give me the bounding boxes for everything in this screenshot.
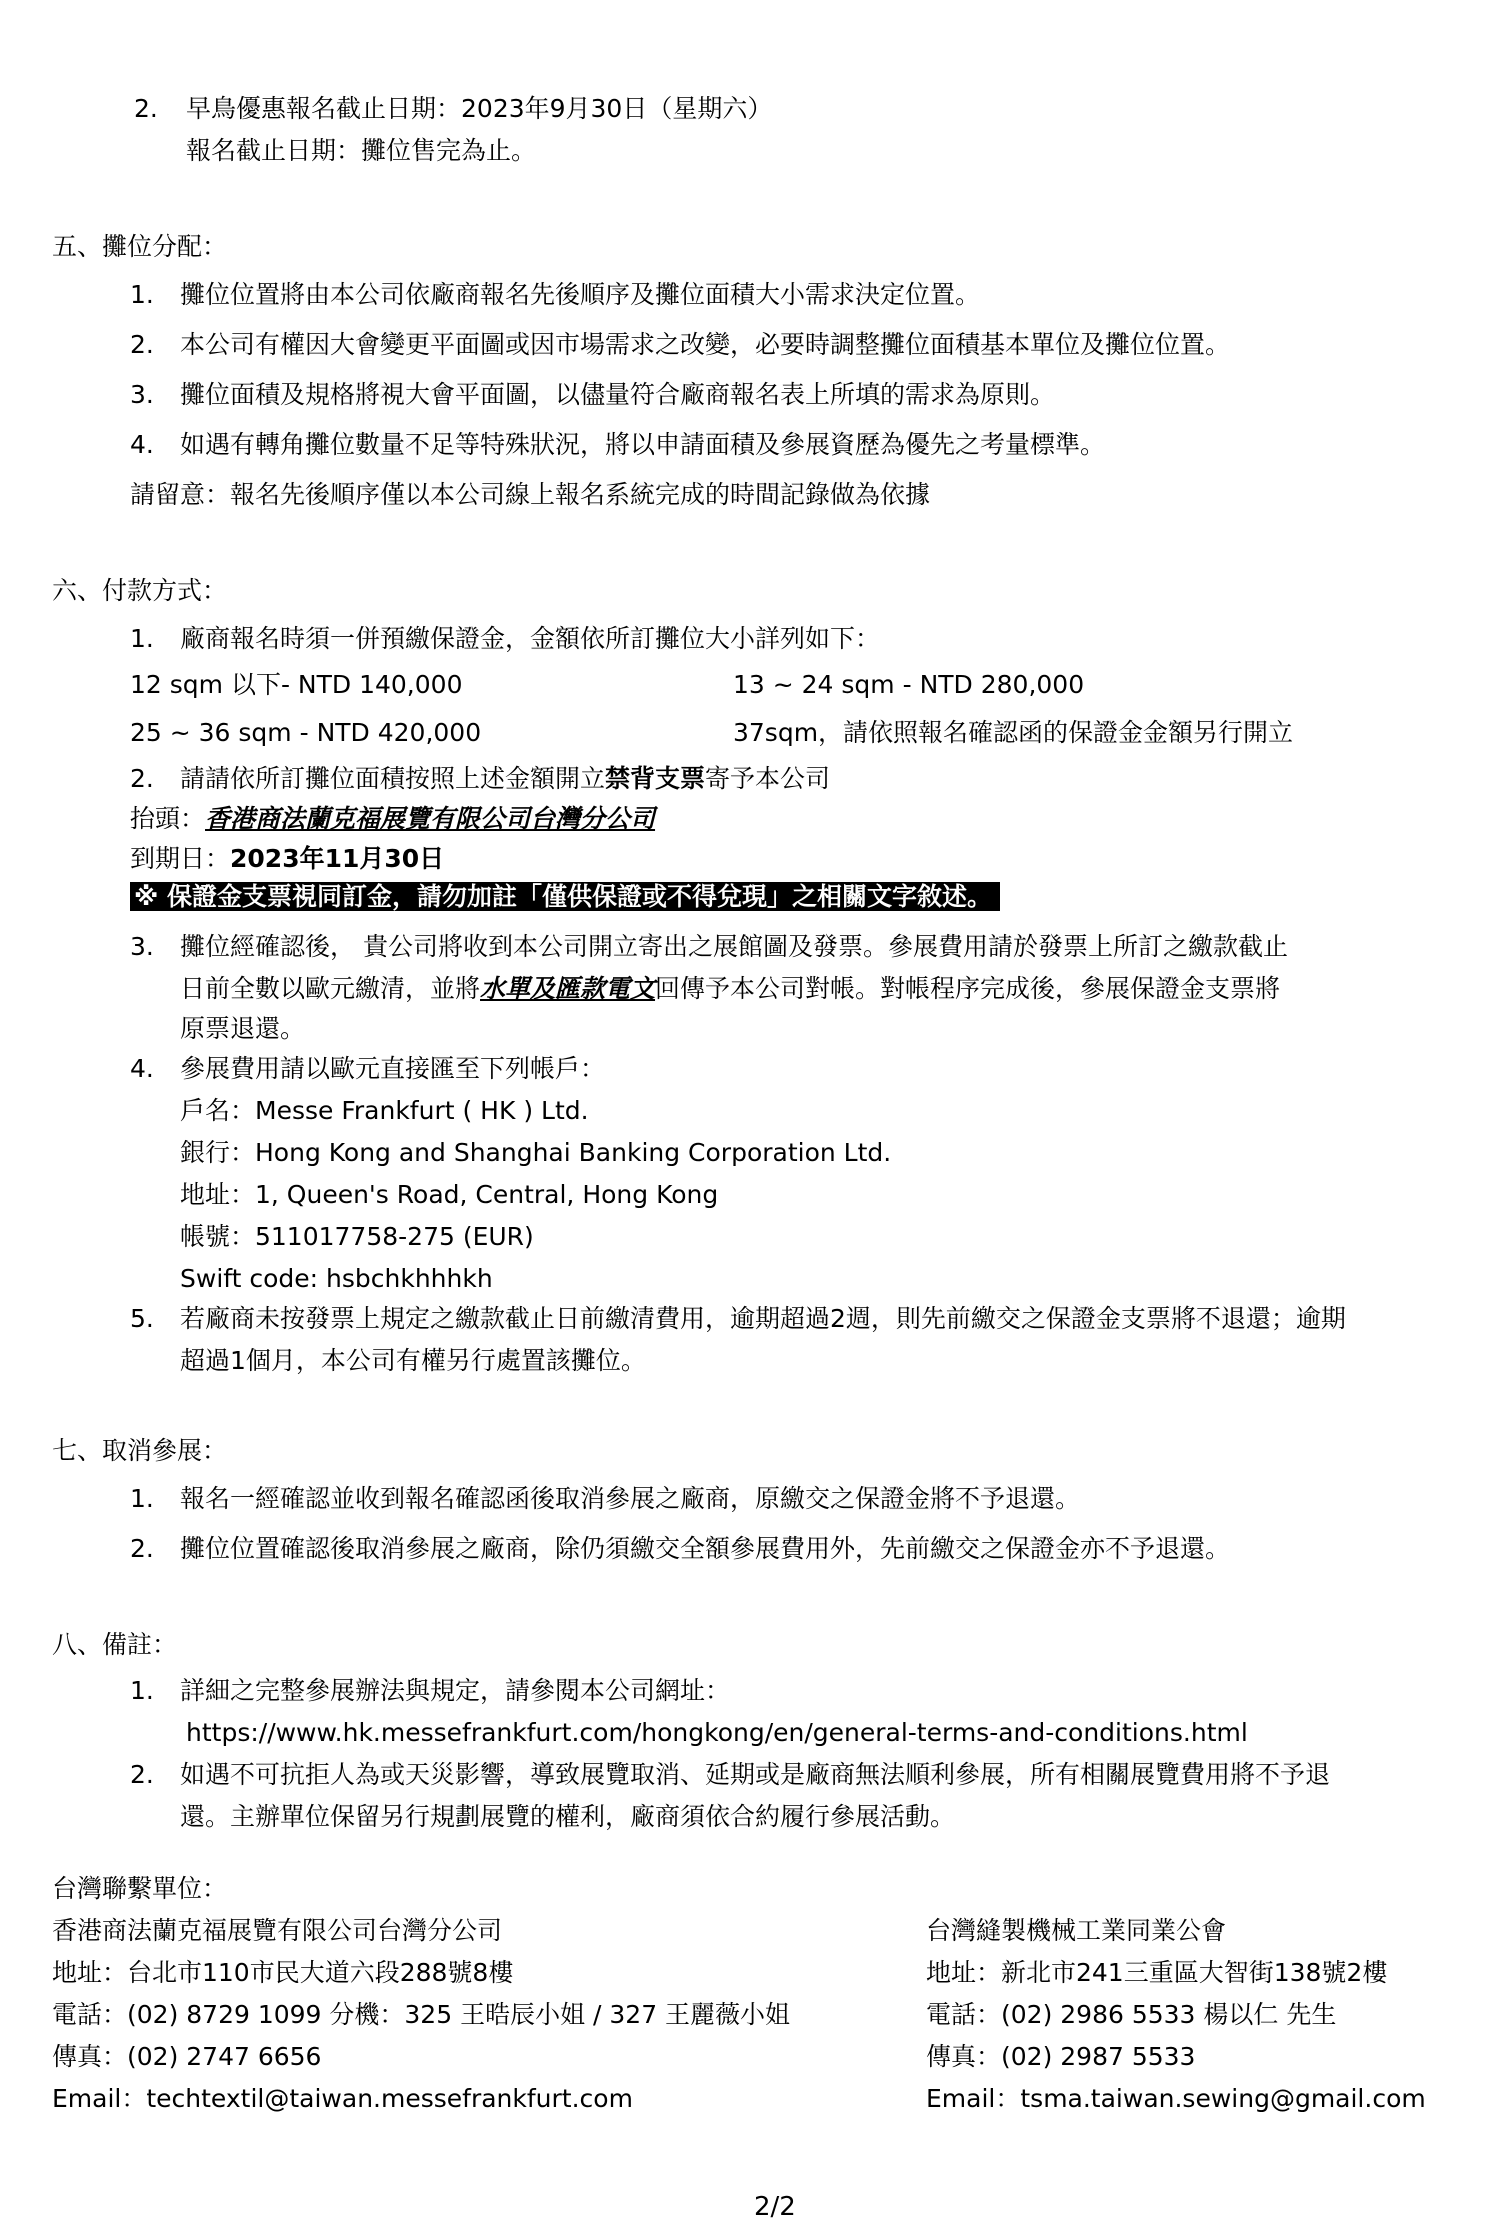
bank-name: 銀行：Hong Kong and Shanghai Banking Corporation Ltd. — [180, 1138, 892, 1167]
list-number: 1. — [130, 280, 154, 309]
registration-deadline: 報名截止日期：攤位售完為止。 — [186, 136, 537, 165]
list-item-continued: 還。主辦單位保留另行規劃展覽的權利，廠商須依合約履行參展活動。 — [180, 1802, 956, 1831]
section-heading-remarks: 八、備註： — [52, 1630, 178, 1659]
payee-name: 香港商法蘭克福展覽有限公司台灣分公司 — [205, 804, 656, 833]
list-number: 5. — [130, 1304, 154, 1333]
contact-right-phone: 電話：(02) 2986 5533 楊以仁 先生 — [926, 2000, 1337, 2029]
cheque-type-emphasis: 禁背支票 — [605, 764, 706, 793]
contact-right-address: 地址：新北市241三重區大智街138號2樓 — [926, 1958, 1388, 1987]
bank-address: 地址：1, Queen's Road, Central, Hong Kong — [180, 1180, 719, 1209]
allocation-note: 請留意：報名先後順序僅以本公司線上報名系統完成的時間記錄做為依據 — [130, 480, 931, 509]
list-item: 若廠商未按發票上規定之繳款截止日前繳清費用，逾期超過2週，則先前繳交之保證金支票將不退還；逾期 — [180, 1304, 1346, 1333]
due-date-value: 2023年11月30日 — [230, 844, 445, 873]
section-heading-cancellation: 七、取消參展： — [52, 1436, 228, 1465]
contact-left-email[interactable]: Email：techtextil@taiwan.messefrankfurt.com — [52, 2084, 633, 2113]
contact-heading: 台灣聯繫單位： — [52, 1874, 228, 1903]
early-bird-deadline: 早鳥優惠報名截止日期：2023年9月30日（星期六） — [186, 94, 773, 123]
list-item: 如遇有轉角攤位數量不足等特殊狀況，將以申請面積及參展資歷為優先之考量標準。 — [180, 430, 1106, 459]
cheque-instruction: 請請依所訂攤位面積按照上述金額開立禁背支票寄予本公司 — [180, 764, 831, 793]
contact-right-name: 台灣縫製機械工業同業公會 — [926, 1916, 1227, 1945]
contact-right-email[interactable]: Email：tsma.taiwan.sewing@gmail.com — [926, 2084, 1426, 2113]
list-item: 攤位面積及規格將視大會平面圖，以儘量符合廠商報名表上所填的需求為原則。 — [180, 380, 1056, 409]
list-item: 廠商報名時須一併預繳保證金，金額依所訂攤位大小詳列如下： — [180, 624, 881, 653]
list-number: 2. — [130, 330, 154, 359]
remittance-docs-emphasis: 水單及匯款電文 — [480, 974, 656, 1003]
contact-left-name: 香港商法蘭克福展覽有限公司台灣分公司 — [52, 1916, 503, 1945]
list-item-continued: 超過1個月，本公司有權另行處置該攤位。 — [180, 1346, 646, 1375]
contact-left-fax: 傳真：(02) 2747 6656 — [52, 2042, 322, 2071]
list-item-continued: 原票退還。 — [180, 1014, 306, 1043]
cheque-payee: 抬頭：香港商法蘭克福展覽有限公司台灣分公司 — [130, 804, 656, 833]
list-item: 本公司有權因大會變更平面圖或因市場需求之改變，必要時調整攤位面積基本單位及攤位位置。 — [180, 330, 1231, 359]
list-item: 攤位位置將由本公司依廠商報名先後順序及攤位面積大小需求決定位置。 — [180, 280, 981, 309]
list-item: 詳細之完整參展辦法與規定，請參閱本公司網址： — [180, 1676, 731, 1705]
list-number: 1. — [130, 1676, 154, 1705]
bank-account-number: 帳號：511017758-275 (EUR) — [180, 1222, 534, 1251]
bank-account-name: 戶名：Messe Frankfurt ( HK ) Ltd. — [180, 1096, 589, 1125]
section-heading-payment: 六、付款方式： — [52, 576, 228, 605]
list-item: 攤位位置確認後取消參展之廠商，除仍須繳交全額參展費用外，先前繳交之保證金亦不予退還。 — [180, 1534, 1231, 1563]
deposit-tier: 13 ~ 24 sqm - NTD 280,000 — [733, 670, 1085, 699]
contact-left-phone: 電話：(02) 8729 1099 分機：325 王晧辰小姐 / 327 王麗薇小姐 — [52, 2000, 791, 2029]
list-number: 1. — [130, 624, 154, 653]
list-item: 攤位經確認後， 貴公司將收到本公司開立寄出之展館圖及發票。參展費用請於發票上所訂之繳款截止 — [180, 932, 1288, 961]
list-item: 報名一經確認並收到報名確認函後取消參展之廠商，原繳交之保證金將不予退還。 — [180, 1484, 1081, 1513]
list-number: 2. — [134, 94, 158, 123]
page-number: 2/2 — [754, 2192, 796, 2222]
list-item: 參展費用請以歐元直接匯至下列帳戶： — [180, 1054, 606, 1083]
contact-right-fax: 傳真：(02) 2987 5533 — [926, 2042, 1196, 2071]
contact-left-address: 地址：台北市110市民大道六段288號8樓 — [52, 1958, 514, 1987]
deposit-tier: 37sqm，請依照報名確認函的保證金金額另行開立 — [733, 718, 1294, 747]
list-number: 1. — [130, 1484, 154, 1513]
list-number: 2. — [130, 1534, 154, 1563]
list-number: 3. — [130, 380, 154, 409]
deposit-warning: ※ 保證金支票視同訂金，請勿加註「僅供保證或不得兌現」之相關文字敘述。 — [130, 880, 1000, 914]
list-number: 4. — [130, 1054, 154, 1083]
cheque-due-date: 到期日：2023年11月30日 — [130, 844, 445, 873]
list-number: 3. — [130, 932, 154, 961]
list-number: 4. — [130, 430, 154, 459]
deposit-tier: 12 sqm 以下- NTD 140,000 — [130, 670, 463, 699]
list-number: 2. — [130, 1760, 154, 1789]
section-heading-booth-allocation: 五、攤位分配： — [52, 232, 228, 261]
bank-swift-code: Swift code: hsbchkhhhkh — [180, 1264, 493, 1293]
list-number: 2. — [130, 764, 154, 793]
terms-url-link[interactable]: https://www.hk.messefrankfurt.com/hongkong/en/general-terms-and-conditions.html — [186, 1718, 1248, 1747]
list-item-continued: 日前全數以歐元繳清，並將水單及匯款電文回傳予本公司對帳。對帳程序完成後，參展保證金支票將 — [180, 974, 1281, 1003]
deposit-tier: 25 ~ 36 sqm - NTD 420,000 — [130, 718, 482, 747]
list-item: 如遇不可抗拒人為或天災影響，導致展覽取消、延期或是廠商無法順利參展，所有相關展覽費用將不予退 — [180, 1760, 1331, 1789]
